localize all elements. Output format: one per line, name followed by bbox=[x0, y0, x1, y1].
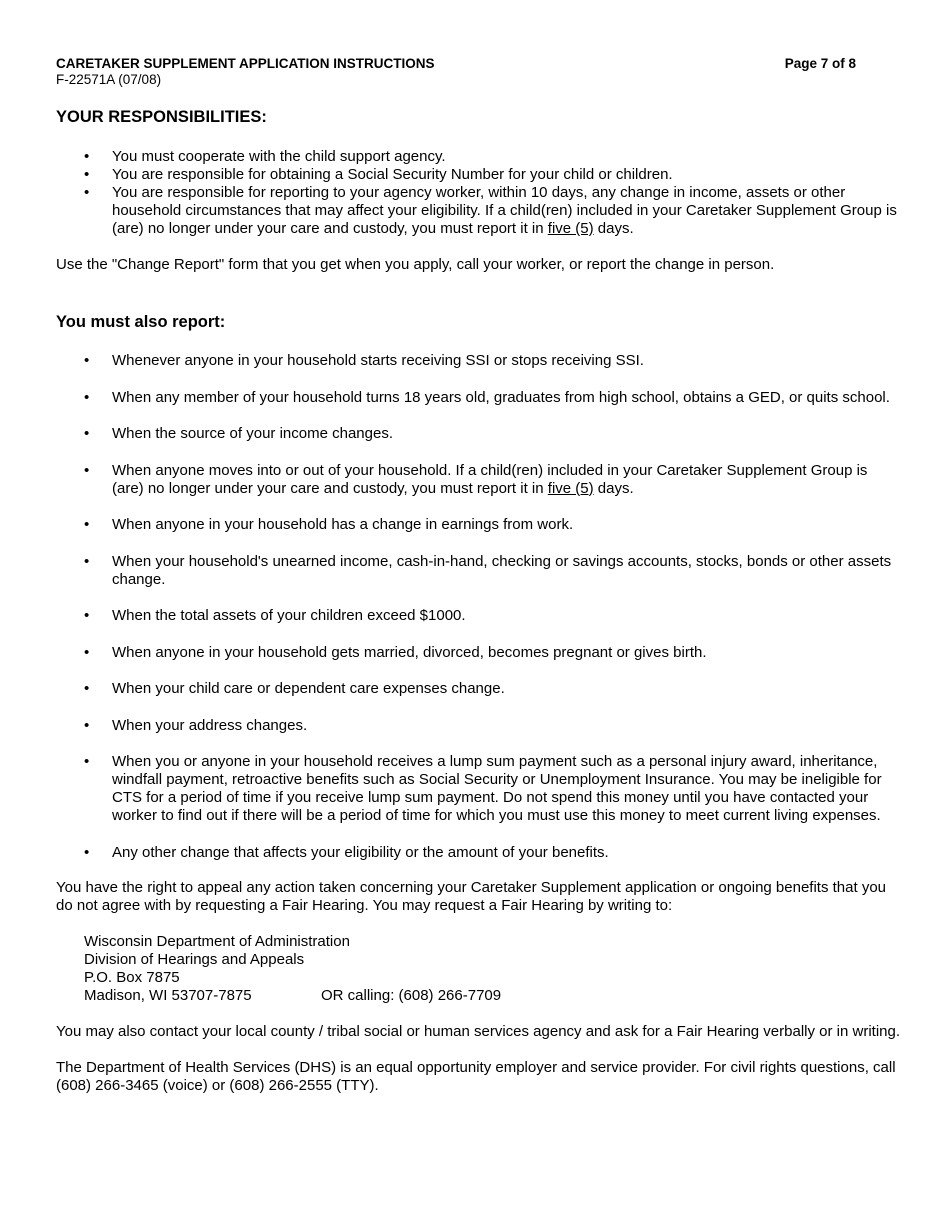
list-item bbox=[56, 184, 901, 238]
list-item: • When your household's unearned income, cash-in-hand, checking or savings accounts, stocks, bonds or other assets change. bbox=[56, 553, 901, 589]
change-report-paragraph: Use the "Change Report" form that you get when you apply, call your worker, or report the change in person. bbox=[56, 256, 775, 273]
list-item: • When you or anyone in your household receives a lump sum payment such as a personal injury award, inheritance, windfall payment, retroactive benefits such as Social Security or Unemployment Insurance. You may be ineligible for CTS for a period of time if you receive lump sum payment. Do not spend this money until you have contacted your worker to find out if there will be a period of time for which you must use this money to meet current living expenses. bbox=[56, 753, 901, 825]
list-item: • Whenever anyone in your household starts receiving SSI or stops receiving SSI. bbox=[56, 352, 901, 370]
phone-number: OR calling: (608) 266-7709 bbox=[321, 987, 502, 1004]
address-line: P.O. Box 7875 bbox=[84, 969, 180, 986]
appeal-paragraph: You have the right to appeal any action taken concerning your Caretaker Supplement application or ongoing benefits that you do not agree with by requesting a Fair Hearing. You may request a Fair Hearing by writing to: bbox=[56, 879, 887, 914]
dhs-paragraph: The Department of Health Services (DHS) is an equal opportunity employer and service provider. For civil rights questions, call (608) 266-3465 (voice) or (608) 266-2555 (TTY). bbox=[56, 1059, 896, 1094]
list-item: • You are responsible for obtaining a Social Security Number for your child or children. bbox=[56, 166, 901, 184]
list-item: • When your address changes. bbox=[56, 717, 901, 735]
item-text: When anyone moves into or out of your household. If a child(ren) included in your Caretaker Supplement Group is (are) no longer under your care and custody, you must report it in bbox=[112, 461, 868, 497]
address-phone-row bbox=[84, 987, 901, 1005]
item-text: days. bbox=[593, 479, 634, 497]
item-text: You are responsible for reporting to your agency worker, within 10 days, any change in income, assets or other household circumstances that may affect your eligibility. If a child(ren) included in your Caretaker Supplement Group is (are) no longer under your care and custody, you must report it in bbox=[112, 184, 897, 237]
form-id: F-22571A (07/08) bbox=[56, 72, 162, 87]
underlined-text: five (5) bbox=[547, 479, 594, 497]
also-report-list bbox=[56, 352, 901, 862]
also-report-heading: You must also report: bbox=[56, 313, 226, 331]
responsibilities-list bbox=[56, 148, 901, 238]
underlined-text: five (5) bbox=[547, 220, 594, 237]
list-item: • Any other change that affects your eligibility or the amount of your benefits. bbox=[56, 844, 901, 862]
address-line: Division of Hearings and Appeals bbox=[84, 951, 305, 968]
list-item: • When any member of your household turns 18 years old, graduates from high school, obtains a GED, or quits school. bbox=[56, 389, 901, 407]
list-item: • When anyone in your household gets married, divorced, becomes pregnant or gives birth. bbox=[56, 644, 901, 662]
form-title: CARETAKER SUPPLEMENT APPLICATION INSTRUCTIONS bbox=[56, 56, 435, 71]
list-item: • When anyone in your household has a change in earnings from work. bbox=[56, 516, 901, 534]
document-page bbox=[56, 56, 901, 1095]
contact-paragraph: You may also contact your local county / tribal social or human services agency and ask for a Fair Hearing verbally or in writing. bbox=[56, 1023, 901, 1040]
list-item bbox=[56, 462, 901, 498]
mailing-address bbox=[84, 933, 901, 1005]
item-text: days. bbox=[593, 220, 634, 237]
list-item: • When the total assets of your children exceed $1000. bbox=[56, 607, 901, 625]
list-item: • You must cooperate with the child support agency. bbox=[56, 148, 901, 166]
page-header bbox=[56, 56, 901, 71]
responsibilities-heading: YOUR RESPONSIBILITIES: bbox=[56, 108, 267, 126]
address-line: Madison, WI 53707-7875 bbox=[84, 987, 252, 1004]
address-line: Wisconsin Department of Administration bbox=[84, 933, 350, 950]
page-number: Page 7 of 8 bbox=[784, 56, 856, 71]
list-item: • When your child care or dependent care expenses change. bbox=[56, 680, 901, 698]
list-item: • When the source of your income changes. bbox=[56, 425, 901, 443]
